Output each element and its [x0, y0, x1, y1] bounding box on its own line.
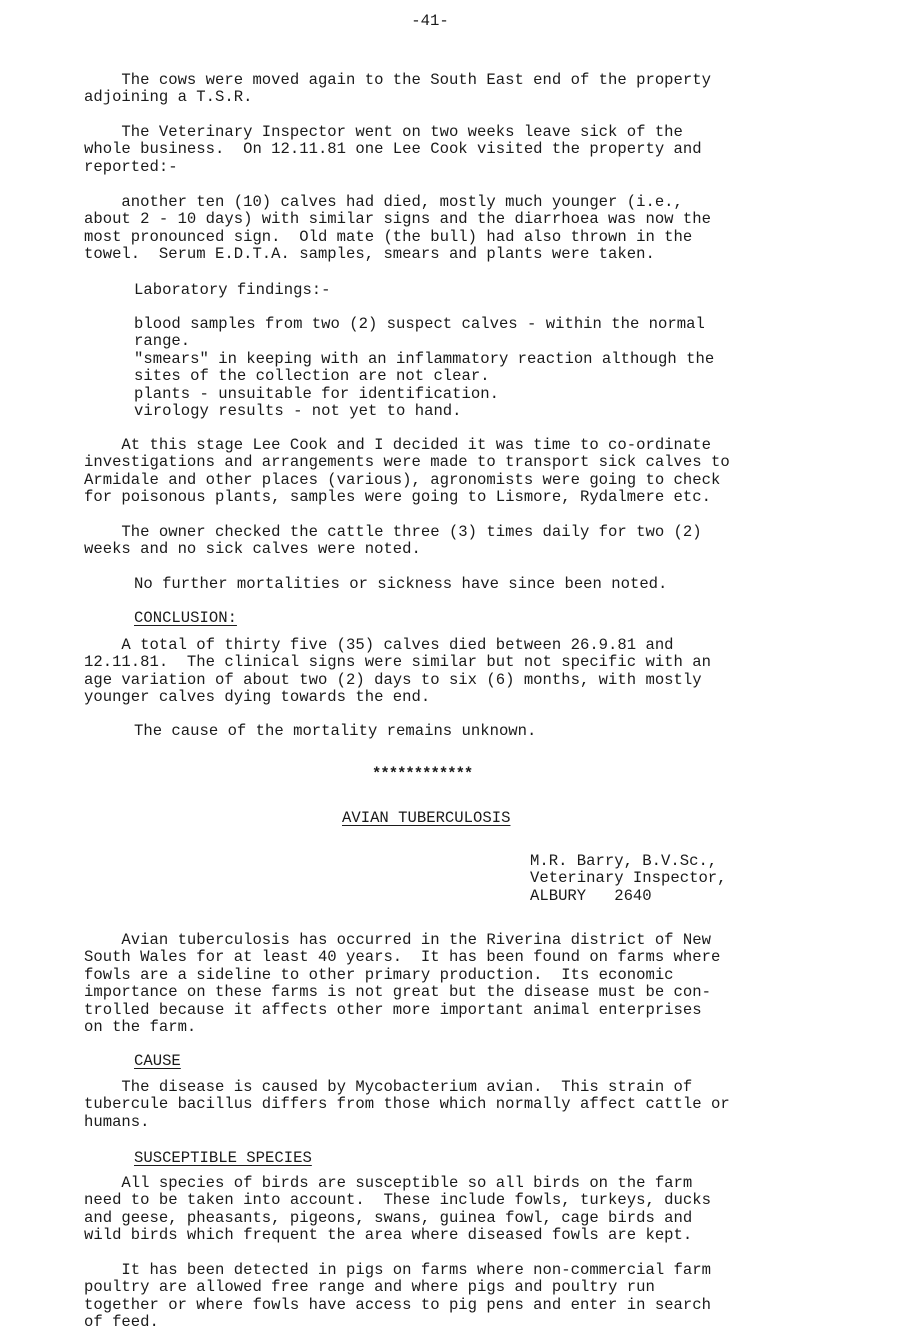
- paragraph-avian-intro: Avian tuberculosis has occurred in the Riverina district of New South Wales for at least 40 years. It has been found on farms where fowls are a sideline to other primary production. Its economic importance on these farms is not great but the disease must be con- trolled because it affects other more important animal enterprises on the farm.: [84, 931, 721, 1037]
- paragraph-no-further: No further mortalities or sickness have since been noted.: [134, 575, 668, 593]
- conclusion-text: A total of thirty five (35) calves died between 26.9.81 and 12.11.81. The clinical signs were similar but not specific with an age variation of about two (2) days to six (6) months, with mostly younger calves dying towards the end.: [84, 636, 711, 707]
- susceptible-species-heading: SUSCEPTIBLE SPECIES: [134, 1149, 312, 1167]
- author-block: M.R. Barry, B.V.Sc., Veterinary Inspector, ALBURY 2640: [530, 852, 727, 905]
- paragraph-coordinate: At this stage Lee Cook and I decided it was time to co-ordinate investigations and arrangements were made to transport sick calves to Armidale and other places (various), agronomists were going to check for poisonous plants, samples were going to Lismore, Rydalmere etc.: [84, 436, 730, 507]
- paragraph-calves-died: another ten (10) calves had died, mostly much younger (i.e., about 2 - 10 days) with similar signs and the diarrhoea was now the most pronounced sign. Old mate (the bull) had also thrown in the towel. Serum E.D.T.A. samples, smears and plants were taken.: [84, 193, 711, 264]
- section-separator: ************: [372, 765, 473, 783]
- paragraph-cause-unknown: The cause of the mortality remains unknown.: [134, 722, 537, 740]
- article-title: AVIAN TUBERCULOSIS: [342, 809, 511, 827]
- cause-heading: CAUSE: [134, 1052, 181, 1070]
- lab-findings-list: blood samples from two (2) suspect calves - within the normal range. "smears" in keeping with an inflammatory reaction although the sites of the collection are not clear. plants - unsuitable for identification. virology results - not yet to hand.: [134, 315, 715, 421]
- susceptible-species-text: All species of birds are susceptible so all birds on the farm need to be taken into account. These include fowls, turkeys, ducks and geese, pheasants, pigeons, swans, guinea fowl, cage birds and wild birds which frequent the area where diseased fowls are kept.: [84, 1174, 711, 1245]
- paragraph-cows-moved: The cows were moved again to the South East end of the property adjoining a T.S.R.: [84, 71, 711, 107]
- conclusion-heading: CONCLUSION:: [134, 609, 237, 627]
- page-number: -41-: [411, 12, 449, 30]
- paragraph-pigs: It has been detected in pigs on farms where non-commercial farm poultry are allowed free range and where pigs and poultry run together or where fowls have access to pig pens and enter in search of feed.: [84, 1261, 711, 1332]
- paragraph-inspector-leave: The Veterinary Inspector went on two weeks leave sick of the whole business. On 12.11.81 one Lee Cook visited the property and reported:-: [84, 123, 702, 176]
- lab-findings-heading: Laboratory findings:-: [134, 281, 331, 299]
- cause-text: The disease is caused by Mycobacterium avian. This strain of tubercule bacillus differs from those which normally affect cattle or humans.: [84, 1078, 730, 1131]
- paragraph-owner-checked: The owner checked the cattle three (3) times daily for two (2) weeks and no sick calves were noted.: [84, 523, 702, 559]
